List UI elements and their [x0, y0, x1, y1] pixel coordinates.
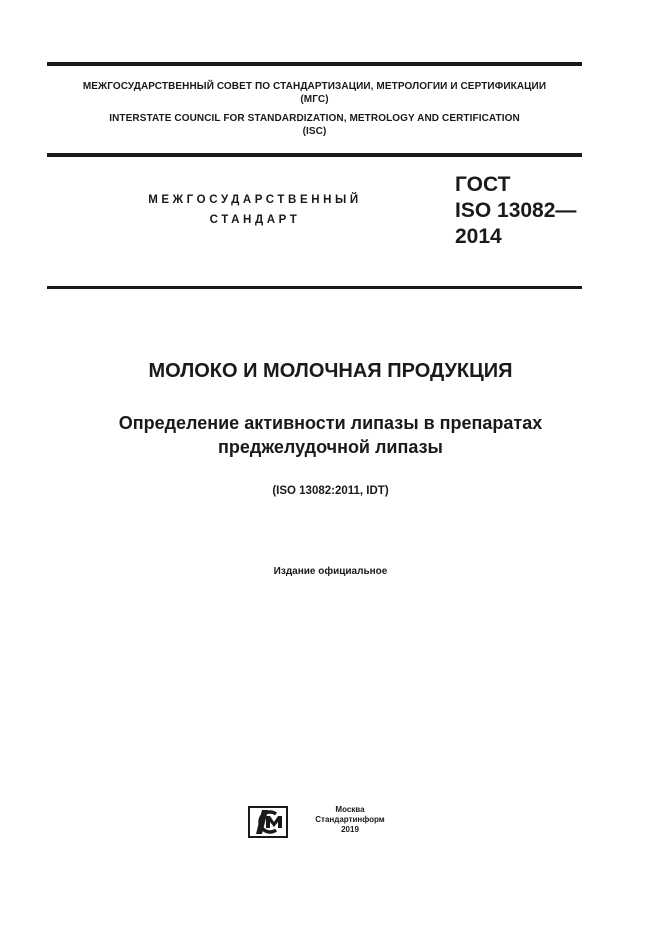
gost-designation — [455, 172, 576, 250]
standard-type-line2: СТАНДАРТ — [209, 214, 301, 226]
publisher-city: Москва — [335, 805, 365, 814]
document-title: МОЛОКО И МОЛОЧНАЯ ПРОДУКЦИЯ — [148, 360, 513, 382]
edition-note: Издание официальное — [273, 566, 388, 577]
gost-number: ISO 13082— — [455, 199, 577, 222]
iso-reference: (ISO 13082:2011, IDT) — [272, 485, 389, 497]
publisher-name: Стандартинформ — [315, 815, 385, 824]
publisher-year: 2019 — [341, 825, 359, 834]
document-subtitle-line1: Определение активности липазы в препаратах — [118, 413, 543, 433]
standard-type-line1: МЕЖГОСУДАРСТВЕННЫЙ — [148, 194, 362, 206]
header-rule — [47, 153, 582, 157]
gost-year: 2014 — [455, 225, 502, 248]
document-subtitle-line2: преджелудочной липазы — [218, 437, 443, 457]
gost-label: ГОСТ — [455, 173, 511, 196]
council-abbr-ru: (МГС) — [300, 94, 329, 105]
council-name-ru: МЕЖГОСУДАРСТВЕННЫЙ СОВЕТ ПО СТАНДАРТИЗАЦИИ, МЕТРОЛОГИИ И СЕРТИФИКАЦИИ — [82, 81, 547, 92]
council-name-en: INTERSTATE COUNCIL FOR STANDARDIZATION, METROLOGY AND CERTIFICATION — [109, 113, 520, 124]
top-rule — [47, 62, 582, 66]
standartinform-logo-icon — [248, 806, 288, 838]
council-abbr-en: (ISC) — [302, 126, 327, 137]
designation-rule — [47, 286, 582, 289]
publisher-info — [315, 805, 385, 835]
